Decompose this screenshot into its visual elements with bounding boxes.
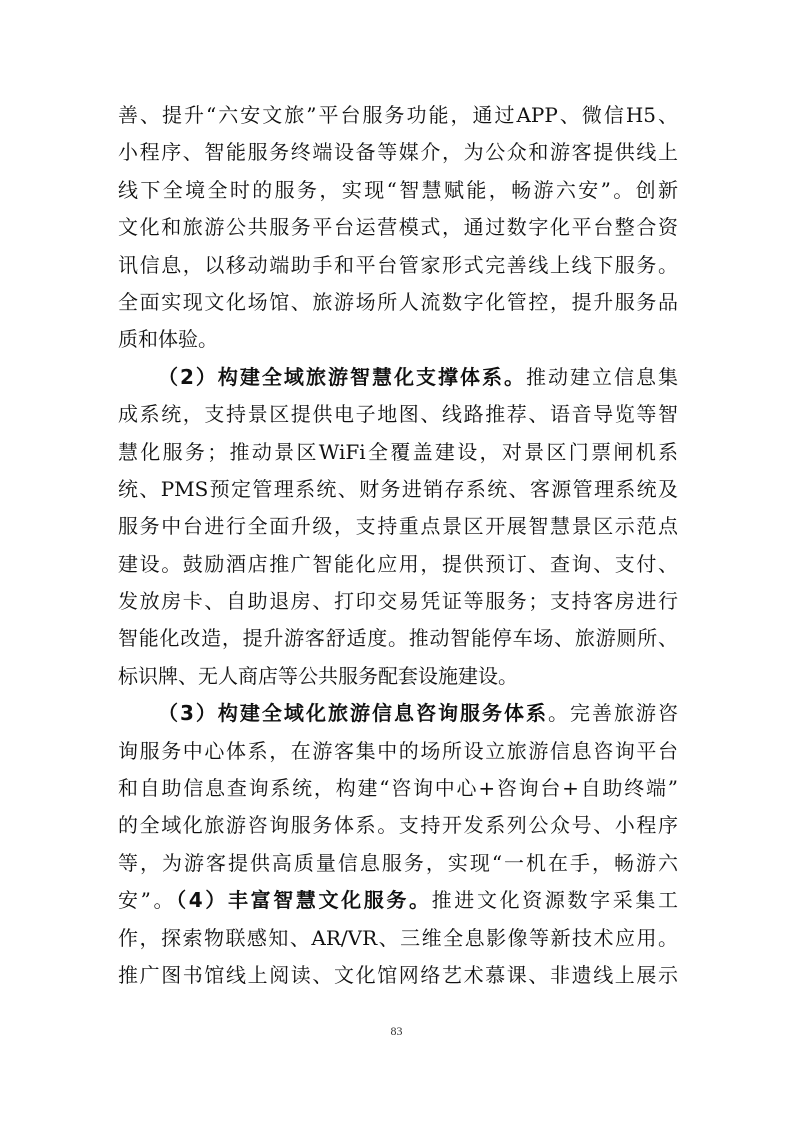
text-line: 推广图书馆线上阅读、文化馆网络艺术慕课、非遗线上展示 <box>118 962 678 987</box>
text-line: 询服务中心体系，在游客集中的场所设立旅游信息咨询平台 <box>118 738 678 763</box>
section-3-first-line-text: 。完善旅游咨 <box>547 701 679 726</box>
text-line: 标识牌、无人商店等公共服务配套设施建设。 <box>118 663 518 688</box>
text-line: 全面实现文化场馆、旅游场所人流数字化管控，提升服务品 <box>118 289 678 314</box>
text-line: 的全域化旅游咨询服务体系。支持开发系列公众号、小程序 <box>118 813 678 838</box>
section-4-heading: （4）丰富智慧文化服务。 <box>176 888 432 913</box>
text-line: 和自助信息查询系统，构建“咨询中心+咨询台+自助终端” <box>118 776 678 801</box>
section-4-first-line-text: 推进文化资源数字采集工 <box>431 888 679 913</box>
text-line: 作，探索物联感知、AR/VR、三维全息影像等新技术应用。 <box>118 925 678 950</box>
section-2-first-line <box>118 359 678 396</box>
section-3-first-line <box>118 695 678 732</box>
text-line: 线下全境全时的服务，实现“智慧赋能，畅游六安”。创新 <box>118 177 678 202</box>
page-number: 83 <box>390 1024 403 1038</box>
section-3-heading: （3）构建全域化旅游信息咨询服务体系 <box>158 701 548 726</box>
text-line: 慧化服务；推动景区WiFi全覆盖建设，对景区门票闸机系 <box>118 439 678 464</box>
text-line: 讯信息，以移动端助手和平台管家形式完善线上线下服务。 <box>118 252 678 277</box>
section-4-first-line <box>118 882 678 919</box>
text-line: 服务中台进行全面升级，支持重点景区开展智慧景区示范点 <box>118 514 678 539</box>
text-line: 文化和旅游公共服务平台运营模式，通过数字化平台整合资 <box>118 215 678 240</box>
text-line: 质和体验。 <box>118 327 218 352</box>
body-text <box>118 97 678 994</box>
text-line: 发放房卡、自助退房、打印交易凭证等服务；支持客房进行 <box>118 589 678 614</box>
text-line: 成系统，支持景区提供电子地图、线路推荐、语音导览等智 <box>118 402 678 427</box>
section-2-first-line-text: 推动建立信息集 <box>525 364 679 389</box>
text-line: 建设。鼓励酒店推广智能化应用，提供预订、查询、支付、 <box>118 551 678 576</box>
text-line: 智能化改造，提升游客舒适度。推动智能停车场、旅游厕所、 <box>118 626 678 651</box>
section-2-heading: （2）构建全域旅游智慧化支撑体系。 <box>158 364 526 389</box>
text-line: 等，为游客提供高质量信息服务，实现“一机在手，畅游六 <box>118 850 678 875</box>
section-4-prefix-text: 安”。 <box>118 888 177 913</box>
text-line: 善、提升“六安文旅”平台服务功能，通过APP、微信H5、 <box>118 103 678 127</box>
text-line: 小程序、智能服务终端设备等媒介，为公众和游客提供线上 <box>118 140 678 165</box>
text-line: 统、PMS预定管理系统、财务进销存系统、客源管理系统及 <box>118 476 678 501</box>
